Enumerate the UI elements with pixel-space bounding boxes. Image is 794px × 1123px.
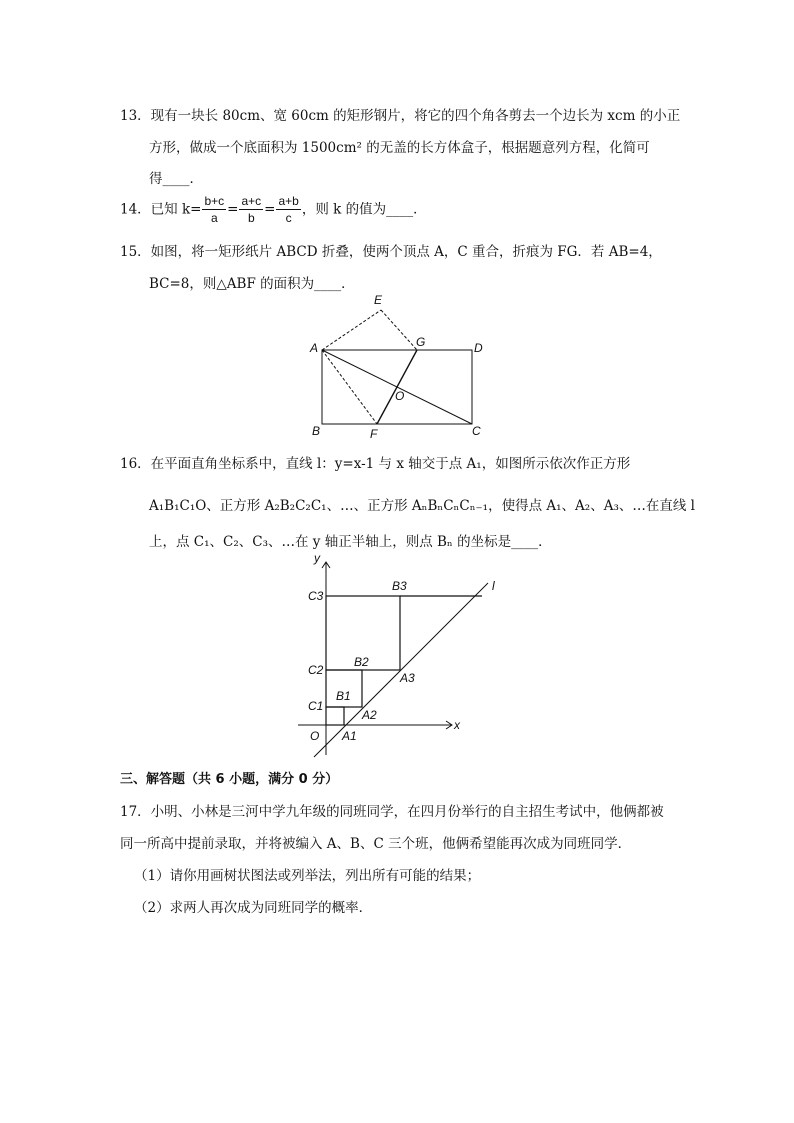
dashed-eg [381, 310, 417, 350]
label-b1: B1 [336, 689, 351, 703]
q16-line1: 16．在平面直角坐标系中，直线 l：y=x-1 与 x 轴交于点 A₁，如图所示依次作正方形 [120, 456, 631, 472]
q14-frac3-denominator: c [285, 211, 292, 225]
q17-part1: （1）请你用画树状图法或列举法，列出所有可能的结果； [134, 868, 481, 884]
label-e: E [374, 293, 383, 307]
fold-line-fg [377, 350, 417, 424]
q14-frac2-denominator: b [247, 211, 255, 225]
label-a1: A1 [342, 729, 357, 743]
q14-frac3-numerator: a+b [278, 194, 299, 208]
q14-frac1-denominator: a [210, 211, 218, 225]
label-b3: B3 [392, 579, 407, 593]
q15-line1: 15．如图，将一矩形纸片 ABCD 折叠，使两个顶点 A，C 重合，折痕为 FG．若 AB=4， [120, 244, 662, 260]
label-o: O [395, 389, 405, 403]
label-d: D [474, 341, 483, 355]
q14-line: 14．已知 k= $\frac{b+c}{a}$ = $\frac{a+c}{b}$ = $\frac{a+b}{c}$ ，则 k 的值为____． [120, 194, 427, 225]
label-c2: C2 [308, 663, 324, 677]
label-b: B [312, 424, 321, 438]
q14-frac1-numerator: b+c [204, 194, 225, 208]
label-l: l [492, 579, 495, 593]
q13-line1: 13．现有一块长 80cm、宽 60cm 的矩形钢片，将它的四个角各剪去一个边长为 xcm 的小正 [120, 108, 681, 124]
label-a: A [310, 341, 319, 355]
label-c3: C3 [308, 589, 324, 603]
q14-suffix: ，则 k 的值为____． [301, 201, 427, 218]
q14-prefix: 14．已知 k= [120, 201, 202, 218]
q13-line2: 方形，做成一个底面积为 1500cm² 的无盖的长方体盒子，根据题意列方程，化简可 [149, 140, 650, 156]
q16-line3: 上，点 C₁、C₂、C₃、…在 y 轴正半轴上，则点 Bₙ 的坐标是____． [149, 534, 552, 550]
q14-fraction-3 [276, 194, 300, 226]
label-c: C [472, 424, 481, 438]
q17-part2: （2）求两人再次成为同班同学的概率． [134, 900, 373, 916]
label-f: F [370, 427, 378, 441]
dashed-ae [322, 310, 381, 350]
dashed-af [322, 350, 377, 424]
label-o: O [310, 729, 320, 743]
q17-line1: 17．小明、小林是三河中学九年级的同班同学，在四月份举行的自主招生考试中，他俩都被 [120, 804, 664, 820]
q14-fraction-2 [239, 194, 263, 226]
q14-fraction-1 [202, 194, 226, 226]
q17-line2: 同一所高中提前录取，并将被编入 A、B、C 三个班，他俩希望能再次成为同班同学． [120, 836, 632, 852]
q13-line3: 得____． [149, 171, 203, 187]
section-3-heading: 三、解答题（共 6 小题，满分 0 分） [120, 772, 339, 787]
label-x: x [454, 718, 460, 732]
label-a2: A2 [362, 708, 377, 722]
q14-frac2-numerator: a+c [241, 194, 262, 208]
square-1 [326, 707, 344, 725]
q15-figure-rectangle-fold [300, 288, 500, 443]
q15-line2: BC=8，则△ABF 的面积为____． [149, 276, 355, 292]
q16-line2: A₁B₁C₁O、正方形 A₂B₂C₂C₁、…、正方形 AₙBₙCₙCₙ₋₁，使得点 A₁、A₂、A₃、…在直线 l [149, 498, 695, 514]
q16-figure-squares-on-line [292, 550, 495, 760]
label-y: y [314, 551, 320, 565]
label-c1: C1 [308, 699, 324, 713]
label-a3: A3 [400, 671, 415, 685]
label-g: G [416, 335, 426, 349]
label-b2: B2 [354, 655, 369, 669]
